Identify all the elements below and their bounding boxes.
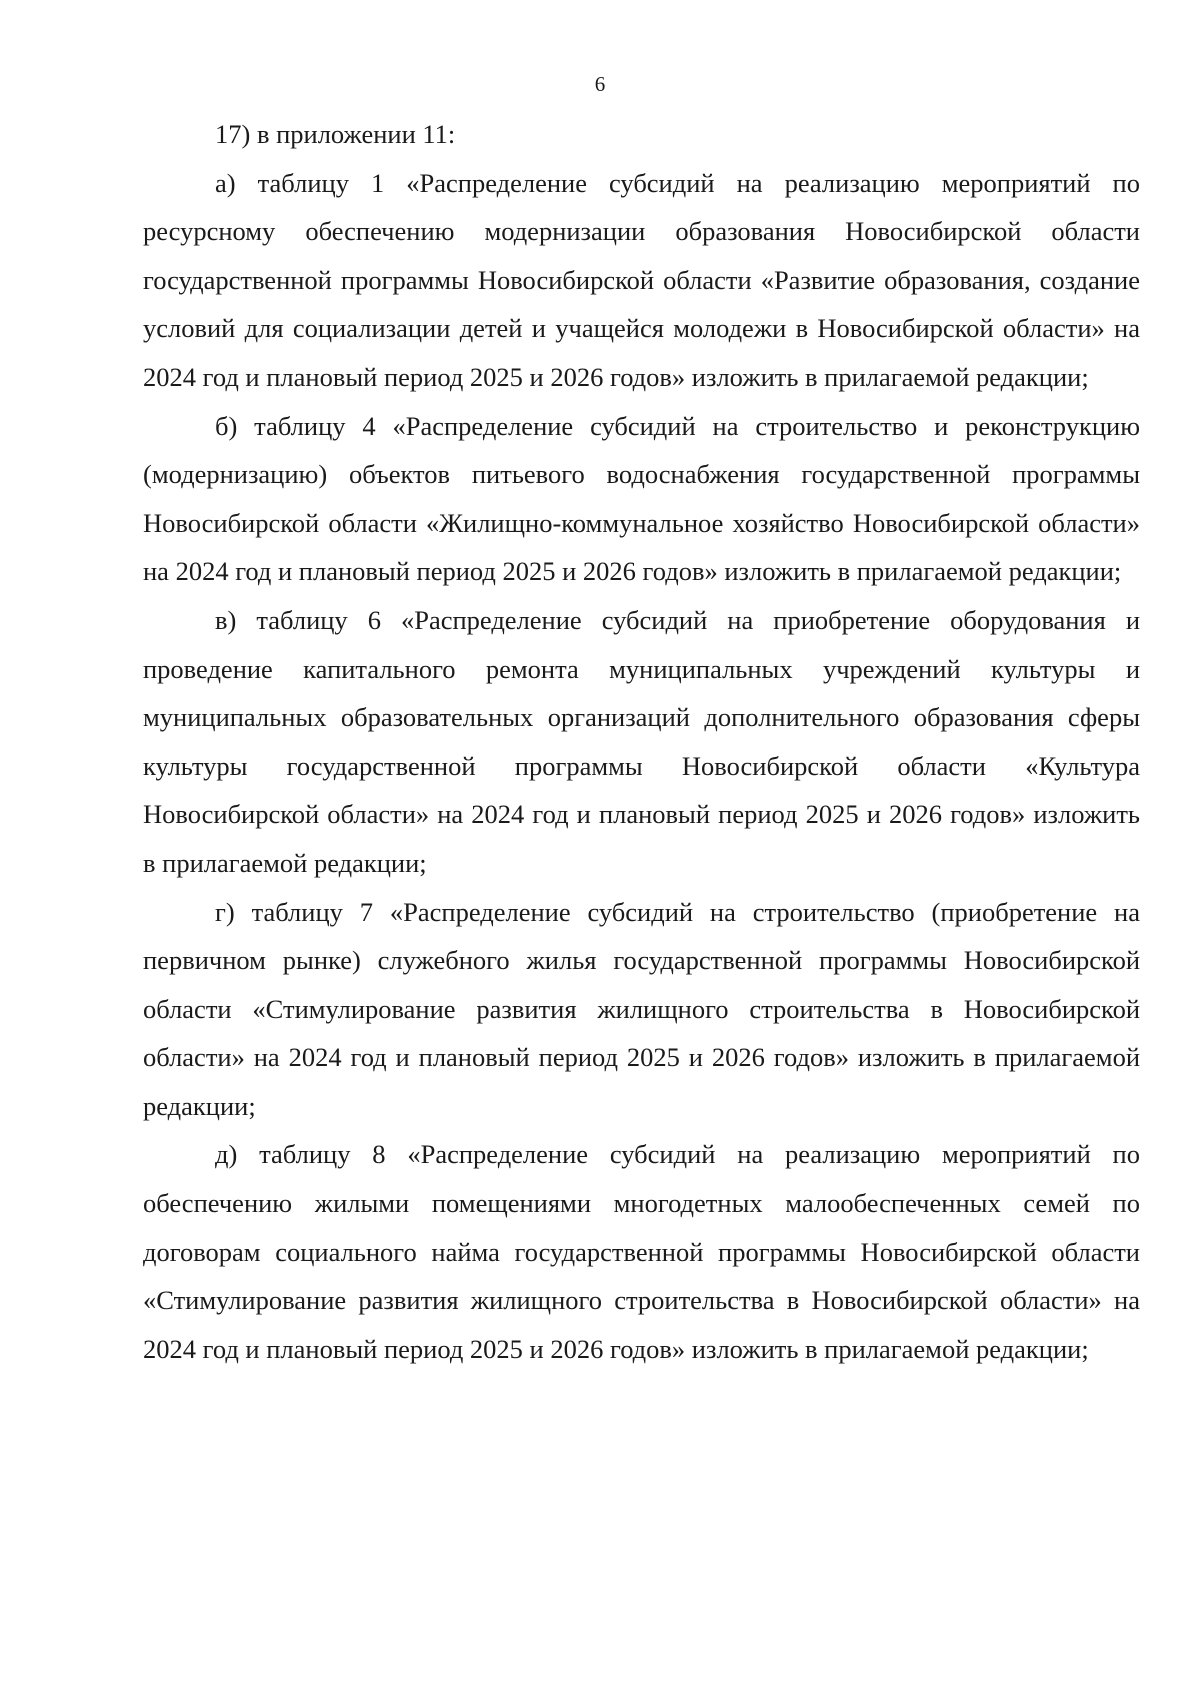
paragraph-d-table-8: д) таблицу 8 «Распределение субсидий на реализацию мероприятий по обеспечению жилыми помещениями многодетных малообеспеченных семей по договорам социального найма государственной программы Новосибирской области «Стимулирование развития жилищного строительства в Новосибирской области» на 2024 год и плановый период 2025 и 2026 годов» изложить в прилагаемой редакции;	[143, 1139, 1140, 1364]
document-body	[143, 110, 1140, 1373]
paragraph-v-table-6: в) таблицу 6 «Распределение субсидий на приобретение оборудования и проведение капитального ремонта муниципальных учреждений культуры и муниципальных образовательных организаций дополнительного образования сферы культуры государственной программы Новосибирской области «Культура Новосибирской области» на 2024 год и плановый период 2025 и 2026 годов» изложить в прилагаемой редакции;	[143, 604, 1140, 878]
paragraph-a-table-1: а) таблицу 1 «Распределение субсидий на реализацию мероприятий по ресурсному обеспечению модернизации образования Новосибирской области государственной программы Новосибирской области «Развитие образования, создание условий для социализации детей и учащейся молодежи в Новосибирской области» на 2024 год и плановый период 2025 и 2026 годов» изложить в прилагаемой редакции;	[143, 167, 1140, 392]
paragraph-g-table-7: г) таблицу 7 «Распределение субсидий на строительство (приобретение на первичном рынке) служебного жилья государственной программы Новосибирской области «Стимулирование развития жилищного строительства в Новосибирской области» на 2024 год и плановый период 2025 и 2026 годов» изложить в прилагаемой редакции;	[143, 896, 1140, 1121]
paragraph-b-table-4: б) таблицу 4 «Распределение субсидий на строительство и реконструкцию (модернизацию) объектов питьевого водоснабжения государственной программы Новосибирской области «Жилищно-коммунальное хозяйство Новосибирской области» на 2024 год и плановый период 2025 и 2026 годов» изложить в прилагаемой редакции;	[143, 410, 1140, 587]
paragraph-17-heading: 17) в приложении 11:	[215, 119, 456, 149]
page-number: 6	[594, 72, 606, 96]
